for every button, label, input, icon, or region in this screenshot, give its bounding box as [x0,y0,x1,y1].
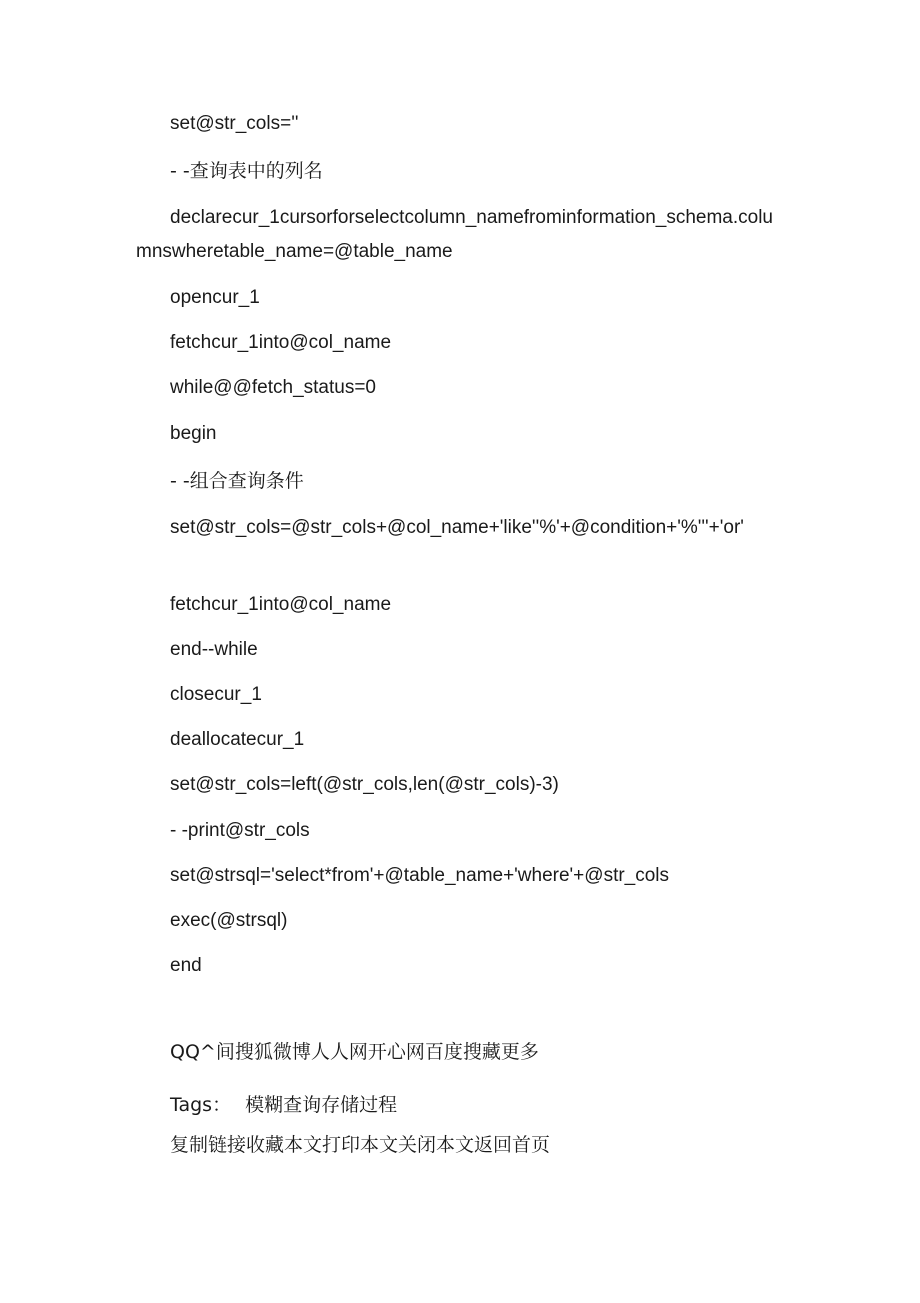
share-links[interactable]: QQ^间搜狐微博人人网开心网百度搜藏更多 [170,1041,539,1063]
code-line: closecur_1 [170,684,262,705]
code-comment: - -print@str_cols [170,820,310,841]
code-line: opencur_1 [170,287,260,308]
code-line: begin [170,423,217,444]
code-line: fetchcur_1into@col_name [170,594,392,615]
code-line: deallocatecur_1 [170,729,305,750]
code-line: set@str_cols='' [170,113,299,134]
code-line: while@@fetch_status=0 [170,377,376,398]
code-line: end [170,955,202,976]
code-line: exec(@strsql) [170,910,288,931]
code-line: set@str_cols=left(@str_cols,len(@str_cols)-3) [170,774,559,795]
code-comment: - -查询表中的列名 [170,160,323,182]
tags-label: Tags： [170,1094,232,1116]
code-line: end--while [170,639,258,660]
code-line: set@strsql='select*from'+@table_name+'where'+@str_cols [170,865,670,886]
code-comment: - -组合查询条件 [170,470,304,492]
code-line-wrapped: declarecur_1cursorforselectcolumn_namefrominformation_schema.columnswheretable_name=@table_name [136,207,773,262]
tags-row [170,1093,397,1117]
code-line-wrapped: set@str_cols=@str_cols+@col_name+'like''%'+@condition+'%'''+'or' [170,517,744,538]
article-actions[interactable]: 复制链接收藏本文打印本文关闭本文返回首页 [170,1134,551,1156]
code-line: fetchcur_1into@col_name [170,332,392,353]
tag-link[interactable]: 模糊查询存储过程 [245,1094,398,1116]
